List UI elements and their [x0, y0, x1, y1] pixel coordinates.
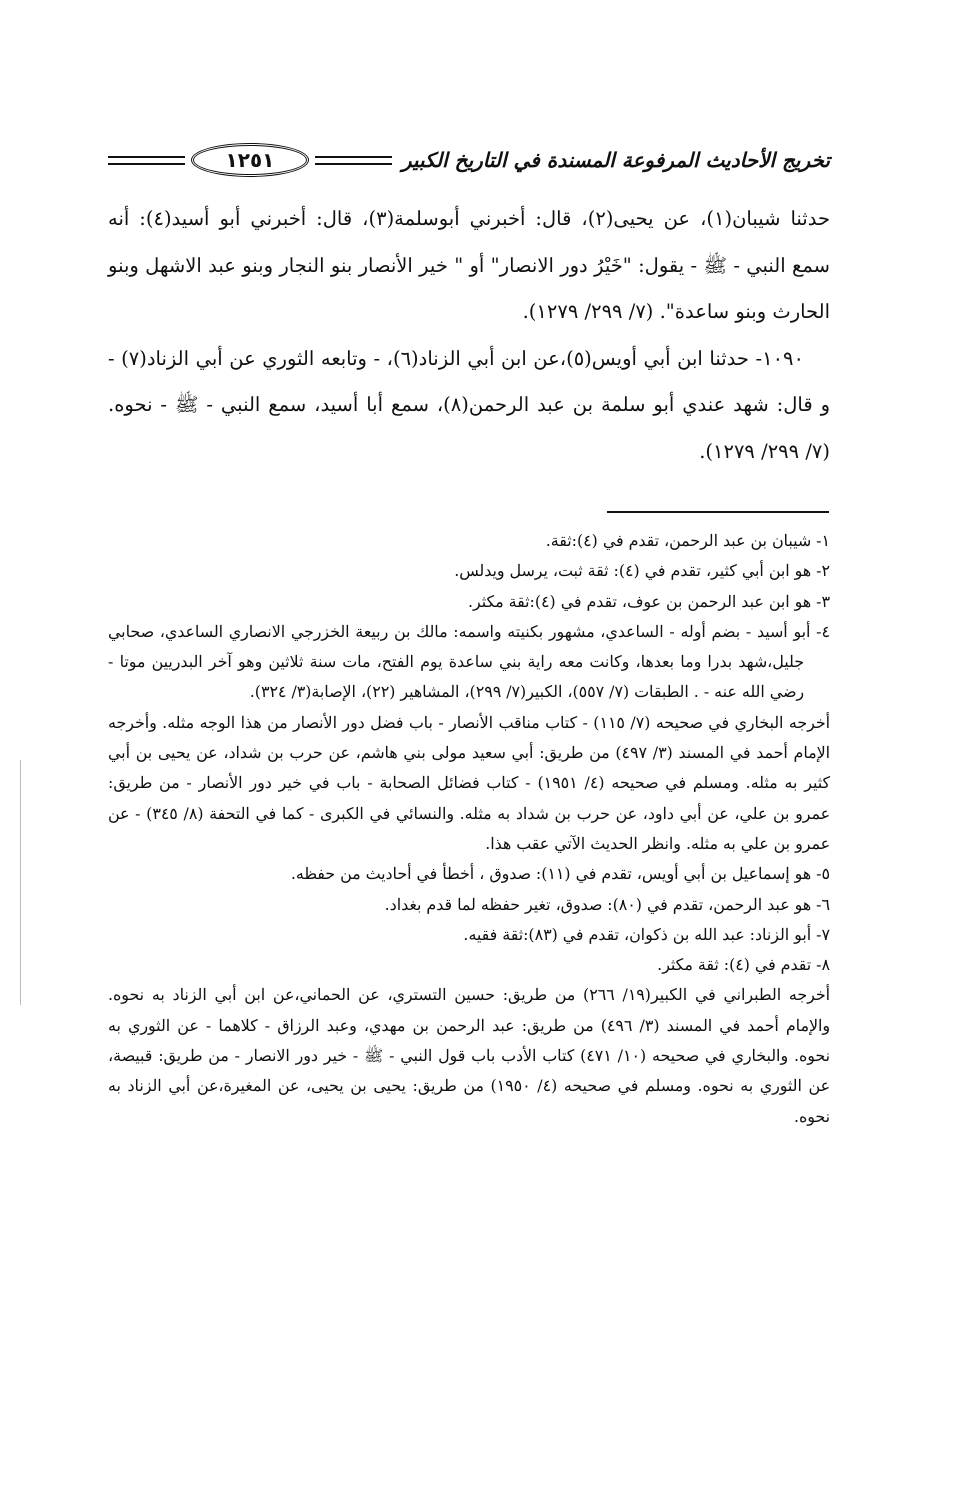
footnotes [108, 526, 830, 1132]
page-number: ١٢٥١ [191, 143, 309, 177]
page-header [108, 140, 830, 180]
footnote-takhrij: أخرجه الطبراني في الكبير(١٩/ ٢٦٦) من طريق: حسين التستري، عن الحماني،عن ابن أبي الزناد به نحوه. والإمام أحمد في المسند (٣/ ٤٩٦) من طريق: عبد الرحمن بن مهدي، وعبد الرزاق - كلاهما - عن الثوري به نحوه. والبخاري في صحيحه (١٠/ ٤٧١) كتاب الأدب باب قول النبي - ﷺ - خير دور الانصار - من طريق: قبيصة، عن الثوري به نحوه. ومسلم في صحيحه (٤/ ١٩٥٠) من طريق: يحيى بن يحيى، عن المغيرة،عن أبي الزناد به نحوه. [108, 985, 830, 1126]
footnote: ٧- أبو الزناد: عبد الله بن ذكوان، تقدم في (٨٣):ثقة فقيه. [463, 924, 830, 944]
hadith-paragraph: حدثنا شيبان(١)، عن يحيى(٢)، قال: أخبرني أبوسلمة(٣)، قال: أخبرني أبو أسيد(٤): أنه سمع النبي - ﷺ - يقول: "خَيْرُ دور الانصار" أو " خير الأنصار بنو النجار وبنو عبد الاشهل وبنو الحارث وبنو ساعدة". (٧/ ٢٩٩/ ١٢٧٩). [108, 207, 830, 323]
footnote: ٦- هو عبد الرحمن، تقدم في (٨٠): صدوق، تغير حفظه لما قدم بغداد. [384, 894, 830, 914]
scan-edge-line [20, 760, 21, 1005]
header-rule-left-of-title [315, 156, 392, 165]
header-rule-end [108, 156, 185, 165]
footnote: ١- شيبان بن عبد الرحمن، تقدم في (٤):ثقة. [545, 531, 830, 550]
footnote: ٢- هو ابن أبي كثير، تقدم في (٤): ثقة ثبت، يرسل ويدلس. [454, 561, 830, 581]
footnote: ٣- هو ابن عبد الرحمن بن عوف، تقدم في (٤):ثقة مكثر. [467, 591, 830, 611]
main-text [108, 196, 830, 475]
footnote-takhrij: أخرجه البخاري في صحيحه (٧/ ١١٥) - كتاب مناقب الأنصار - باب فضل دور الأنصار من هذا الوجه مثله. وأخرجه الإمام أحمد في المسند (٣/ ٤٩٧) من طريق: أبي سعيد مولى بني هاشم، عن حرب بن شداد، عن يحيى بن أبي كثير به مثله. ومسلم في صحيحه (٤/ ١٩٥١) - كتاب فضائل الصحابة - باب في خير دور الأنصار - من طريق: عمرو بن علي، عن أبي داود، عن حرب بن شداد به مثله. والنسائي في الكبرى - كما في التحفة (٨/ ٣٤٥) - عن عمرو بن علي به مثله. وانظر الحديث الآتي عقب هذا. [108, 712, 831, 853]
footnote: ٥- هو إسماعيل بن أبي أويس، تقدم في (١١): صدوق ، أخطأ في أحاديث من حفظه. [290, 864, 830, 884]
footnote: ٤- أبو أسيد - بضم أوله - الساعدي، مشهور بكنيته واسمه: مالك بن ربيعة الخزرجي الانصاري الساعدي، صحابي جليل،شهد بدرا وما بعدها، وكانت معه راية بني ساعدة يوم الفتح، مات سنة ثلاثين وهو آخر البدريين موتا - رضي الله عنه - . الطبقات (٧/ ٥٥٧)، الكبير(٧/ ٢٩٩)، المشاهير (٢٢)، الإصابة(٣/ ٣٢٤). [108, 621, 830, 702]
footnote: ٨- تقدم في (٤): ثقة مكثر. [657, 955, 830, 975]
running-title: تخريج الأحاديث المرفوعة المسندة في التاريخ الكبير [401, 148, 830, 172]
hadith-paragraph: ١٠٩٠- حدثنا ابن أبي أويس(٥)،عن ابن أبي الزناد(٦)، - وتابعه الثوري عن أبي الزناد(٧) - و قال: شهد عندي أبو سلمة بن عبد الرحمن(٨)، سمع أبا أسيد، سمع النبي - ﷺ - نحوه. (٧/ ٢٩٩/ ١٢٧٩). [108, 346, 830, 463]
footnote-separator [607, 511, 829, 513]
